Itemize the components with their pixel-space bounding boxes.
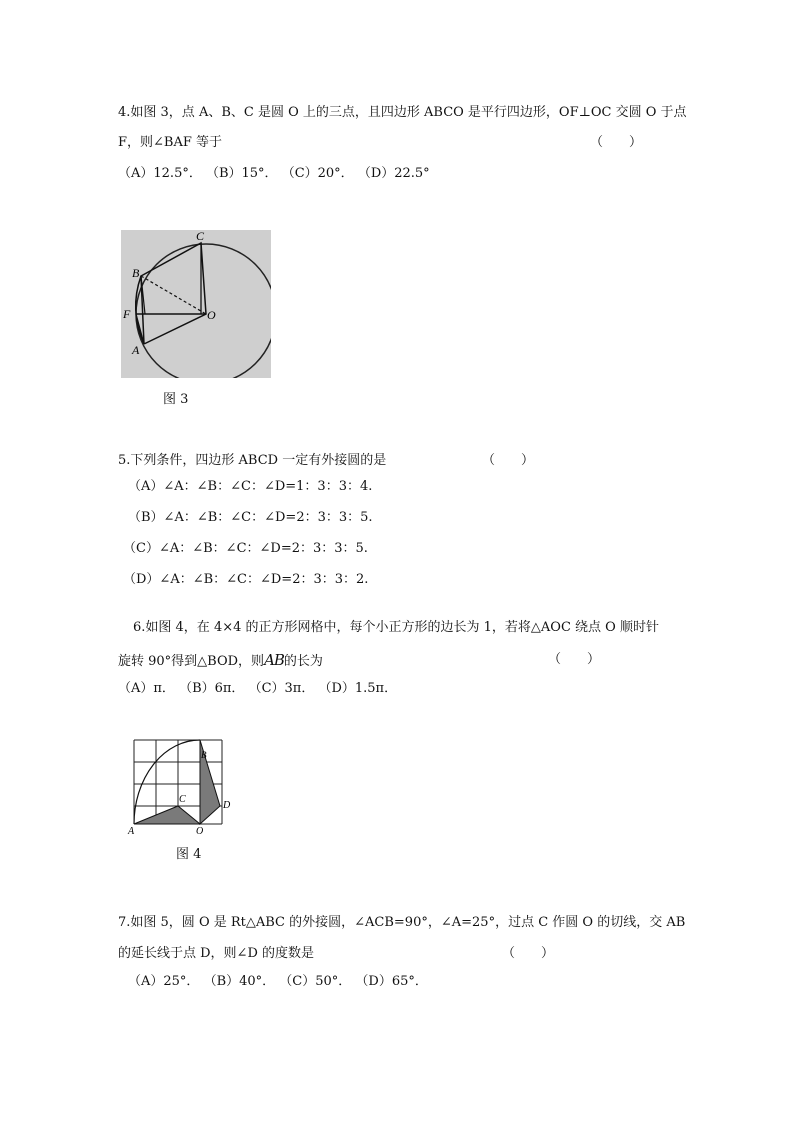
figure-4 <box>126 735 236 837</box>
arc-ab-symbol: AB <box>264 651 284 669</box>
q4-choices: （A）12.5°． （B）15°． （C）20°． （D）22.5° <box>118 166 430 181</box>
q4-answer-bracket: （ ） <box>590 135 643 150</box>
q5-choice-d: （D）∠A：∠B：∠C：∠D=2：3：3：2. <box>123 572 369 587</box>
label-c: C <box>179 794 186 805</box>
q7-choices: （A）25°． （B）40°． （C）50°． （D）65°． <box>128 974 428 989</box>
label-d: D <box>223 800 231 811</box>
figure-4-caption: 图 4 <box>176 847 202 862</box>
q6-stem-line2-suffix: 的长为 <box>283 654 323 669</box>
label-o: O <box>207 308 216 322</box>
figure-3-caption: 图 3 <box>163 392 189 407</box>
label-a: A <box>132 343 140 357</box>
q4-stem-line1: 4.如图 3，点 A、B、C 是圆 O 上的三点，且四边形 ABCO 是平行四边形，OF⊥OC 交圆 O 于点 <box>118 105 687 120</box>
triangle-aoc <box>134 806 200 824</box>
q5-choice-a: （A）∠A：∠B：∠C：∠D=1：3：3：4. <box>128 479 373 494</box>
q5-choice-b: （B）∠A：∠B：∠C：∠D=2：3：3：5. <box>128 510 373 525</box>
q6-choices: （A）π． （B）6π． （C）3π． （D）1.5π． <box>118 681 398 696</box>
figure-3 <box>121 230 271 378</box>
label-f: F <box>123 307 131 321</box>
label-b: B <box>201 750 207 760</box>
q5-answer-bracket: （ ） <box>482 453 535 468</box>
q6-stem-line2-prefix: 旋转 90°得到△BOD，则 <box>118 654 265 669</box>
label-b: B <box>132 266 140 280</box>
q6-stem-line1: 6.如图 4，在 4×4 的正方形网格中，每个小正方形的边长为 1，若将△AOC 绕点 O 顺时针 <box>133 620 659 635</box>
q6-stem-line2 <box>118 651 323 671</box>
label-c: C <box>196 230 205 243</box>
q5-choice-c: （C）∠A：∠B：∠C：∠D=2：3：3：5. <box>123 541 368 556</box>
q5-stem: 5.下列条件，四边形 ABCD 一定有外接圆的是 <box>118 453 387 468</box>
label-a: A <box>128 826 135 837</box>
label-o: O <box>196 826 204 837</box>
q4-stem-line2: F，则∠BAF 等于 <box>118 135 223 150</box>
q7-answer-bracket: （ ） <box>502 946 555 961</box>
q6-answer-bracket: （ ） <box>548 652 601 667</box>
q7-stem-line1: 7.如图 5，圆 O 是 Rt△ABC 的外接圆，∠ACB=90°，∠A=25°，过点 C 作圆 O 的切线，交 AB <box>118 915 686 930</box>
q7-stem-line2: 的延长线于点 D，则∠D 的度数是 <box>118 946 315 961</box>
